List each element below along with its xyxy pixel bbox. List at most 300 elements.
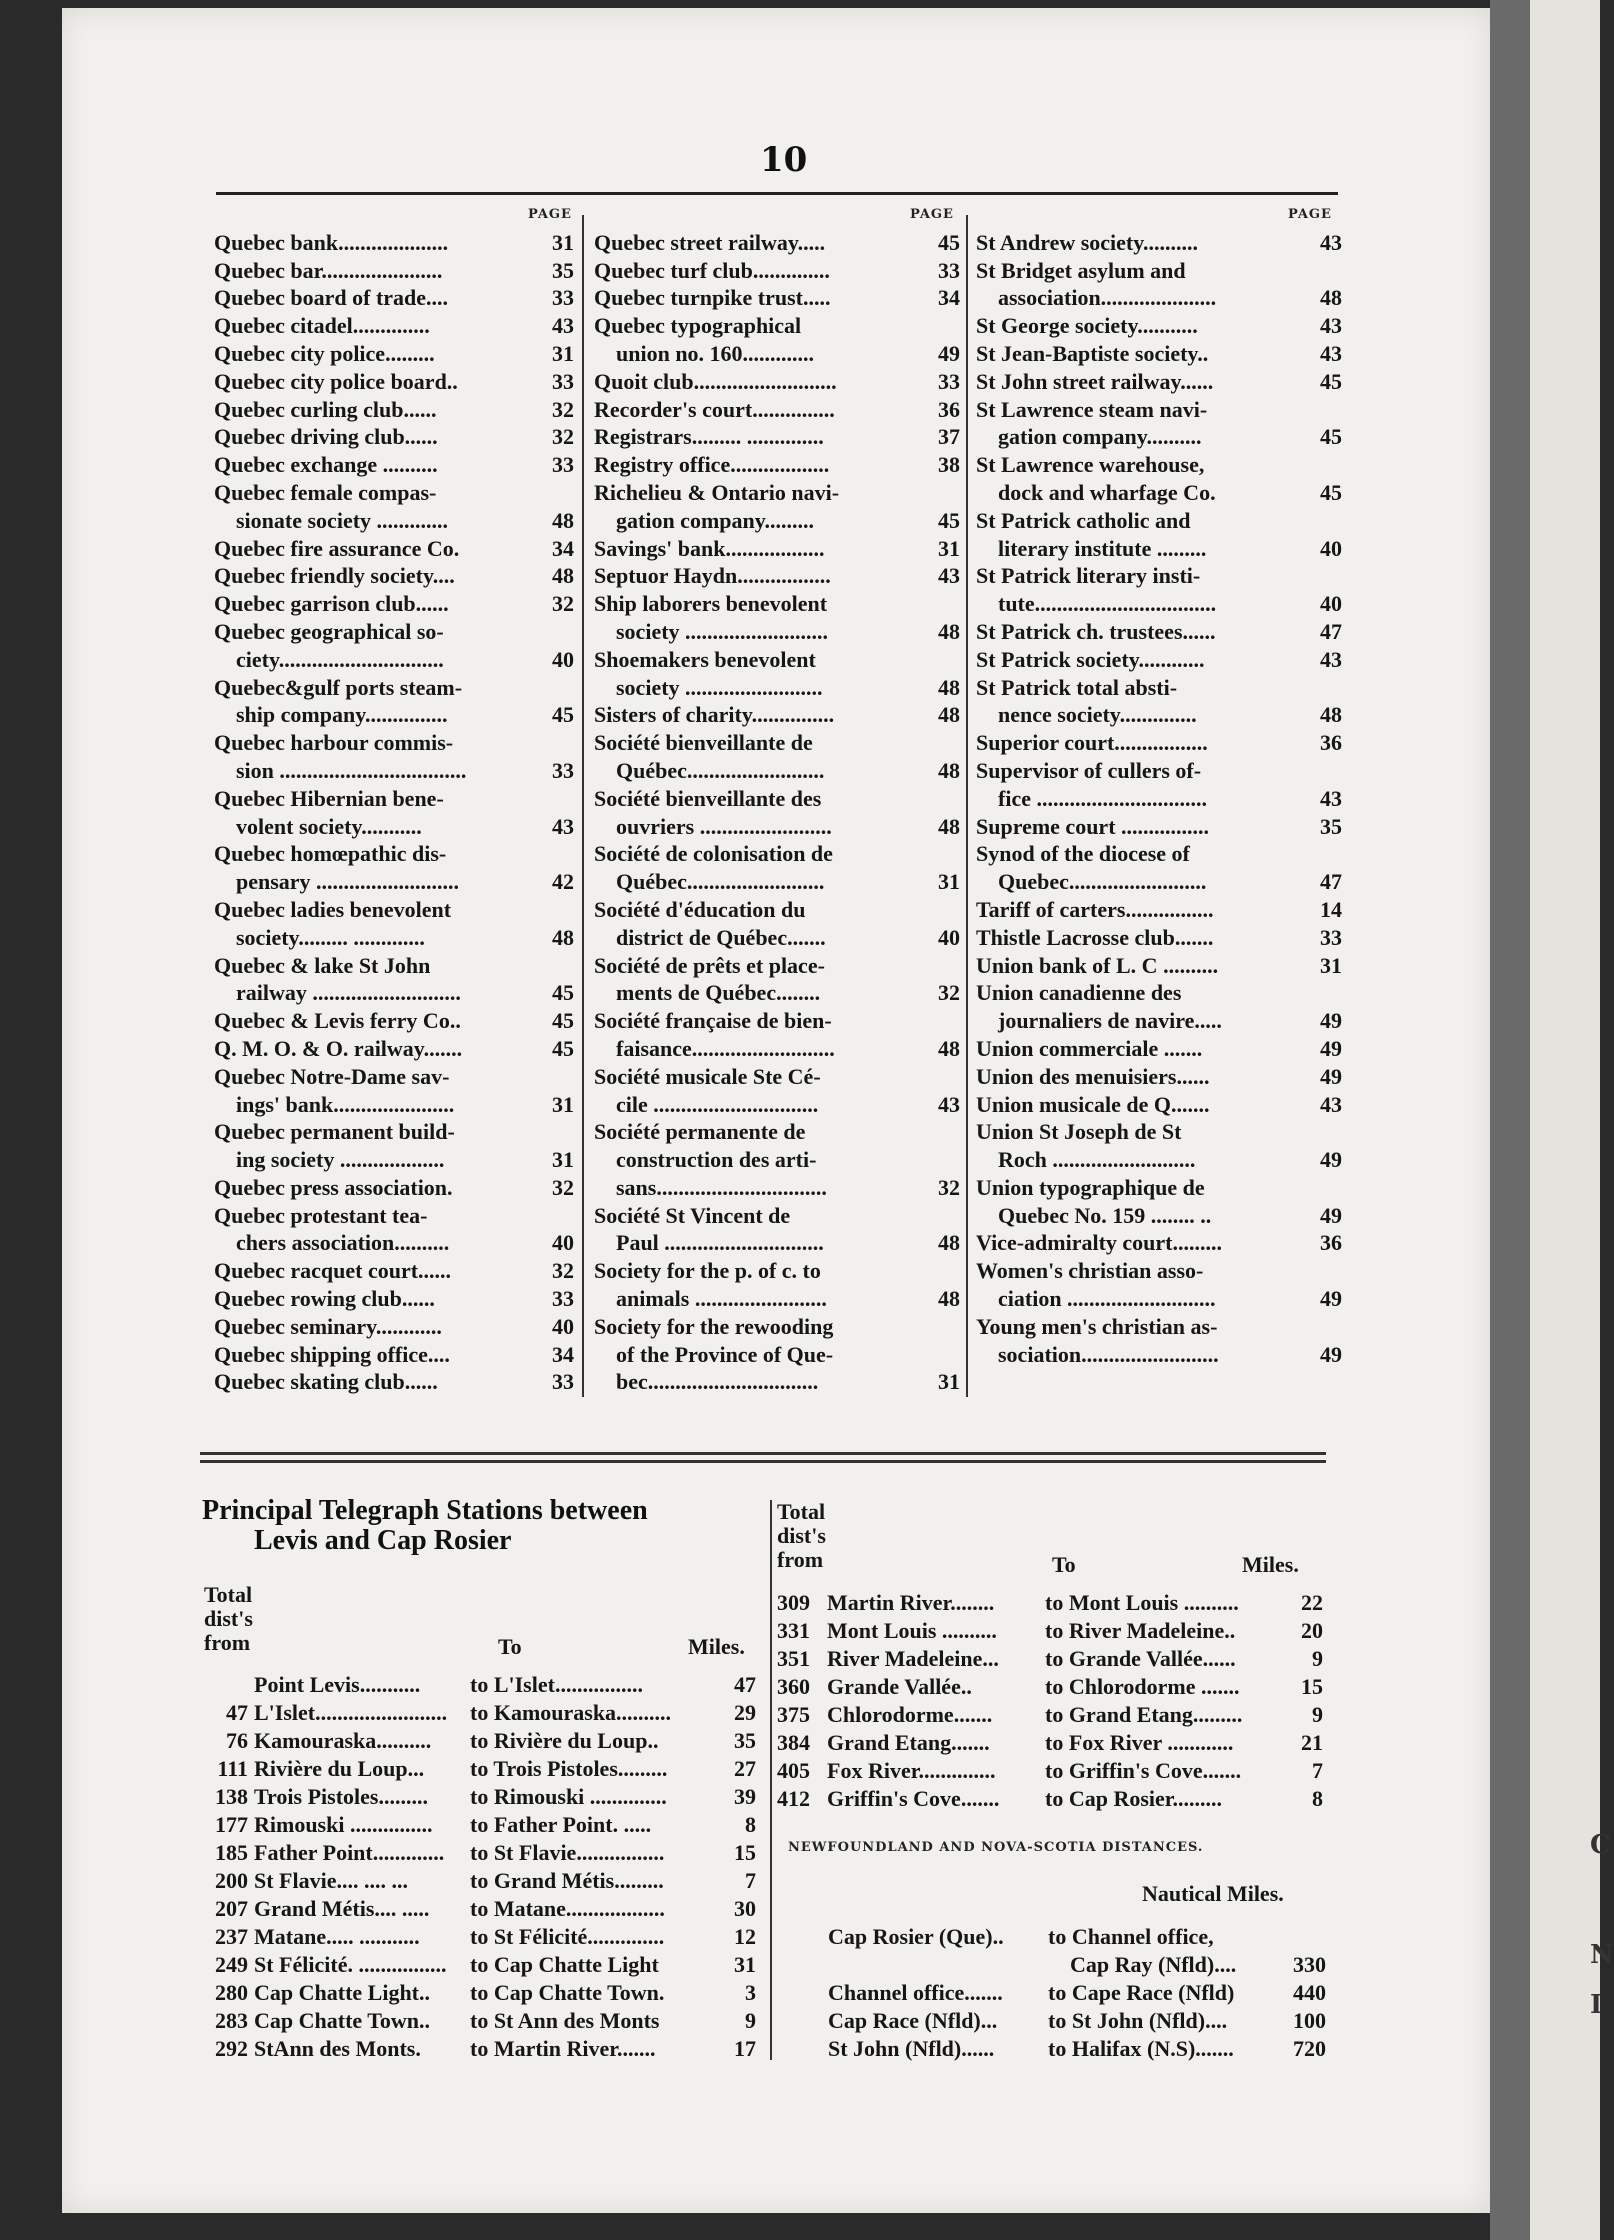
telegraph-row-miles: 12 [734,1924,756,1949]
index-entry-text: Société française de bien- [594,1008,832,1034]
telegraph-row-to: to St Flavie................ [470,1840,665,1865]
index-entry-text: dock and wharfage Co. [998,479,1216,505]
index-entry-text: Quebec skating club...... [214,1369,438,1395]
index-entry [976,728,1342,756]
index-entry [594,1340,960,1368]
index-entry-text: Quebec protestant tea- [214,1202,428,1228]
index-entry-text: Society for the p. of c. to [594,1258,821,1284]
index-entry [214,311,574,339]
index-entry-text: Supervisor of cullers of- [976,757,1202,783]
index-entry-text: Quebec citadel.............. [214,313,430,339]
index-entry-text: Union typographique de [976,1174,1205,1200]
index-entry [976,1201,1342,1229]
index-entry [976,339,1342,367]
index-entry-text: St Patrick total absti- [976,674,1178,700]
page-label-col1: PAGE [528,207,572,222]
telegraph-title-line2: Levis and Cap Rosier [254,1525,512,1556]
index-entry [594,478,960,506]
telegraph-row-from: Matane..... ........... [254,1924,420,1949]
index-entry-text: St Lawrence steam navi- [976,396,1208,422]
index-entry [214,923,574,951]
index-entry-text: Quebec ladies benevolent [214,896,452,922]
index-entry-text: chers association.......... [236,1230,450,1256]
index-entry-page: 49 [1320,1341,1342,1367]
telegraph-column-divider [770,1500,772,2060]
index-entry [976,951,1342,979]
section-double-rule-bottom [200,1460,1326,1463]
index-entry [594,1118,960,1146]
telegraph-row-miles: 31 [734,1952,756,1977]
telegraph-row-to: to L'Islet................ [470,1672,643,1697]
index-entry-text: Union commerciale ....... [976,1035,1203,1061]
telegraph-row-from: Grande Vallée.. [827,1674,972,1699]
telegraph-row [196,1784,760,1812]
nautical-row-miles: 330 [1293,1952,1326,1977]
index-entry-text: Quebec bank.................... [214,229,449,255]
index-entry-page: 32 [552,591,574,617]
telegraph-row-from: Cap Chatte Town.. [254,2008,431,2033]
index-entry [976,1173,1342,1201]
index-entry-page: 37 [938,424,960,450]
telegraph-row-from: Rivière du Loup... [254,1756,425,1781]
index-entry-text: Registry office.................. [594,452,830,478]
telegraph-row-miles: 8 [1312,1786,1323,1811]
index-entry [976,1145,1342,1173]
telegraph-row-from: Father Point............. [254,1840,445,1865]
index-entry-page: 32 [938,1174,960,1200]
index-entry-text: St Jean-Baptiste society.. [976,340,1209,366]
index-entry [976,645,1342,673]
index-entry-page: 32 [552,1174,574,1200]
index-entry-page: 34 [938,285,960,311]
index-entry-page: 31 [552,1091,574,1117]
telegraph-row [196,2008,760,2036]
telegraph-row-to: to Matane.................. [470,1896,665,1921]
index-entry [214,1284,574,1312]
telegraph-row-to: to Father Point. ..... [470,1812,652,1837]
index-entry [594,756,960,784]
telegraph-row-distance: 375 [777,1702,810,1727]
index-entry-text: gation company......... [616,507,815,533]
index-entry-page: 45 [938,229,960,255]
index-entry-text: Quebec female compas- [214,479,437,505]
left-to-label: To [498,1634,522,1659]
index-entry [594,311,960,339]
telegraph-row-to: to Chlorodorme ....... [1045,1674,1240,1699]
index-entry [214,339,574,367]
telegraph-row-to: to St Ann des Monts [470,2008,660,2033]
index-entry-text: ments de Québec........ [616,980,821,1006]
index-entry-text: Synod of the diocese of [976,841,1190,867]
index-entry [594,1201,960,1229]
index-entry [214,1201,574,1229]
section-double-rule-top [200,1452,1326,1455]
index-entry-text: Quebec board of trade.... [214,285,449,311]
telegraph-row [196,1896,760,1924]
telegraph-row-from: Mont Louis .......... [827,1618,997,1643]
index-entry-page: 31 [938,1369,960,1395]
telegraph-title [202,1496,648,1556]
index-entry [594,1090,960,1118]
index-entry [976,311,1342,339]
nautical-row [828,2036,1328,2064]
index-entry [976,284,1342,312]
index-entry-text: Quebec press association. [214,1174,453,1200]
index-entry [594,979,960,1007]
telegraph-row-to: to Trois Pistoles......... [470,1756,668,1781]
telegraph-row [196,1840,760,1868]
index-entry-text: Women's christian asso- [976,1258,1204,1284]
edge-fragment: C [1590,1830,1611,1860]
telegraph-row [777,1758,1325,1786]
index-entry [976,867,1342,895]
telegraph-row-from: St Félicité. ................ [254,1952,447,1977]
index-entry-text: Union des menuisiers...... [976,1063,1210,1089]
index-entry [976,756,1342,784]
index-entry-text: bec............................... [616,1369,819,1395]
index-entry-text: Quebec permanent build- [214,1119,455,1145]
index-entry-page: 45 [938,507,960,533]
index-entry-page: 33 [552,1369,574,1395]
index-entry-text: Société permanente de [594,1119,806,1145]
index-entry-page: 31 [938,535,960,561]
index-entry-text: ouvriers ........................ [616,813,832,839]
index-entry-page: 48 [552,924,574,950]
index-entry [214,1368,574,1396]
index-entry-text: Quebec geographical so- [214,618,444,644]
telegraph-row-distance: 331 [777,1618,810,1643]
index-entry-page: 33 [552,1286,574,1312]
nautical-units-label: Nautical Miles. [1142,1881,1284,1906]
index-entry-text: Union musicale de Q....... [976,1091,1210,1117]
telegraph-row-from: Grand Etang....... [827,1730,990,1755]
index-entry [976,228,1342,256]
index-entry-page: 48 [938,618,960,644]
telegraph-row-distance: 309 [777,1590,810,1615]
index-entry-text: St Andrew society.......... [976,229,1199,255]
index-entry-text: St Patrick society............ [976,646,1205,672]
index-entry-page: 48 [938,1035,960,1061]
index-entry-page: 40 [1320,591,1342,617]
index-entry [594,589,960,617]
telegraph-row [196,1672,760,1700]
index-entry [214,1090,574,1118]
index-entry [594,645,960,673]
index-entry-text: Roch .......................... [998,1147,1196,1173]
page-gutter-shadow [1490,0,1530,2240]
index-entry-page: 43 [1320,229,1342,255]
index-entry-page: 48 [938,702,960,728]
index-entry [976,478,1342,506]
nautical-row [828,1980,1328,2008]
telegraph-row-miles: 21 [1301,1730,1323,1755]
telegraph-row-distance: 384 [777,1730,810,1755]
index-entry-text: Union St Joseph de St [976,1119,1182,1145]
index-entry [214,840,574,868]
telegraph-row [777,1590,1325,1618]
index-entry-text: district de Québec....... [616,924,826,950]
index-entry-page: 33 [938,257,960,283]
index-entry-text: journaliers de navire..... [998,1008,1222,1034]
index-entry-page: 40 [552,1313,574,1339]
telegraph-row-distance: 138 [215,1784,248,1809]
index-entry [214,423,574,451]
index-entry [214,228,574,256]
telegraph-row [196,1756,760,1784]
index-entry [976,1034,1342,1062]
telegraph-row [777,1646,1325,1674]
index-entry-page: 14 [1320,896,1342,922]
index-entry-page: 31 [552,229,574,255]
telegraph-row [777,1786,1325,1814]
telegraph-row-from: Griffin's Cove....... [827,1786,1000,1811]
index-entry [976,256,1342,284]
index-entry-page: 48 [1320,285,1342,311]
index-entry [976,812,1342,840]
telegraph-row [777,1674,1325,1702]
index-entry [594,228,960,256]
index-entry [594,895,960,923]
index-entry [214,784,574,812]
telegraph-row-miles: 30 [734,1896,756,1921]
index-entry [594,1256,960,1284]
index-entry [594,812,960,840]
index-entry-text: St Bridget asylum and [976,257,1186,283]
index-entry [214,506,574,534]
telegraph-row-to: to Grand Etang......... [1045,1702,1243,1727]
index-entry [214,673,574,701]
index-entry-page: 43 [1320,1091,1342,1117]
telegraph-row-distance: 185 [215,1840,248,1865]
index-entry [594,1173,960,1201]
telegraph-row [777,1730,1325,1758]
index-entry [594,728,960,756]
index-entry-text: Superior court................. [976,730,1208,756]
index-column-3 [976,228,1342,1368]
index-entry-page: 36 [1320,730,1342,756]
index-entry-text: railway ........................... [236,980,461,1006]
index-entry [594,701,960,729]
index-entry [214,562,574,590]
index-entry [594,256,960,284]
index-entry-page: 34 [552,535,574,561]
index-entry-page: 33 [938,368,960,394]
index-entry-page: 48 [552,507,574,533]
index-entry-text: Société St Vincent de [594,1202,791,1228]
telegraph-row-miles: 8 [745,1812,756,1837]
index-entry-text: fice ............................... [998,785,1207,811]
index-entry-text: ciety.............................. [236,646,444,672]
index-entry-page: 45 [1320,424,1342,450]
index-entry-text: Quebec Notre-Dame sav- [214,1063,450,1089]
nautical-row-to: Cap Ray (Nfld).... [1070,1952,1237,1977]
index-entry-page: 32 [552,396,574,422]
index-entry-page: 48 [938,1286,960,1312]
index-entry-page: 43 [552,813,574,839]
index-entry [594,1006,960,1034]
telegraph-row-to: to Cap Chatte Light [470,1952,659,1977]
index-entry [976,840,1342,868]
index-entry [976,1284,1342,1312]
index-entry [976,673,1342,701]
telegraph-row-distance: 412 [777,1786,810,1811]
header-rule [216,192,1338,195]
nautical-row [828,1924,1328,1952]
index-column-1 [214,228,574,1395]
telegraph-row-distance: 200 [215,1868,248,1893]
telegraph-row [777,1618,1325,1646]
index-entry-text: Registrars......... .............. [594,424,824,450]
index-entry-text: Quebec harbour commis- [214,730,454,756]
index-entry-text: sociation......................... [998,1341,1219,1367]
telegraph-row-from: Grand Métis.... ..... [254,1896,430,1921]
index-entry-text: Quebec typographical [594,313,802,339]
index-entry-text: St John street railway...... [976,368,1214,394]
telegraph-row-distance: 280 [215,1980,248,2005]
index-entry-page: 43 [1320,646,1342,672]
index-entry-text: pensary .......................... [236,869,460,895]
index-entry-text: literary institute ......... [998,535,1207,561]
telegraph-row-to: to Cap Rosier......... [1045,1786,1223,1811]
telegraph-row-to: to Grande Vallée...... [1045,1646,1236,1671]
index-entry-text: St Lawrence warehouse, [976,452,1205,478]
nautical-row-miles: 100 [1293,2008,1326,2033]
telegraph-row [196,1924,760,1952]
index-entry-text: animals ........................ [616,1286,827,1312]
nautical-row-from: St John (Nfld)...... [828,2036,995,2061]
index-entry [594,395,960,423]
page-number: 10 [760,140,808,180]
index-entry-page: 48 [938,674,960,700]
index-entry-text: Quebec curling club...... [214,396,437,422]
index-entry-page: 47 [1320,618,1342,644]
index-entry-text: St George society........... [976,313,1198,339]
telegraph-row-from: L'Islet........................ [254,1700,448,1725]
telegraph-row-to: to Rimouski .............. [470,1784,667,1809]
index-entry [214,1229,574,1257]
nautical-row-to: to Cape Race (Nfld) [1048,1980,1235,2005]
right-miles-label: Miles. [1242,1552,1299,1577]
column-divider-2 [966,215,968,1397]
index-entry-text: St Patrick catholic and [976,507,1191,533]
index-entry [976,450,1342,478]
telegraph-row-miles: 47 [734,1672,756,1697]
index-entry-text: Quebec Hibernian bene- [214,785,444,811]
telegraph-row-miles: 22 [1301,1590,1323,1615]
index-entry-page: 49 [1320,1286,1342,1312]
nautical-row-to: to Halifax (N.S)....... [1048,2036,1234,2061]
index-entry [976,506,1342,534]
index-entry [214,284,574,312]
index-entry [594,784,960,812]
index-entry-text: faisance.......................... [616,1035,835,1061]
index-entry-text: ship company............... [236,702,448,728]
telegraph-row-miles: 39 [734,1784,756,1809]
index-entry [594,1062,960,1090]
index-entry [976,979,1342,1007]
index-entry-text: Quoit club.......................... [594,368,837,394]
index-entry-text: Quebec turnpike trust..... [594,285,831,311]
index-entry-page: 45 [552,702,574,728]
index-entry [976,895,1342,923]
telegraph-row-from: Martin River........ [827,1590,995,1615]
telegraph-row-distance: 292 [215,2036,248,2061]
index-entry-text: Quebec driving club...... [214,424,438,450]
index-entry-text: Quebec No. 159 ........ .. [998,1202,1212,1228]
index-entry-page: 43 [938,1091,960,1117]
telegraph-row [196,1952,760,1980]
index-entry-page: 38 [938,452,960,478]
index-entry [594,951,960,979]
edge-fragment: I [1590,1990,1603,2020]
index-entry-text: Quebec fire assurance Co. [214,535,460,561]
telegraph-row-to: to Rivière du Loup.. [470,1728,659,1753]
index-entry-text: Q. M. O. & O. railway....... [214,1035,463,1061]
index-entry [976,1229,1342,1257]
telegraph-row-miles: 9 [745,2008,756,2033]
telegraph-row-from: Rimouski ............... [254,1812,433,1837]
index-entry [214,1256,574,1284]
telegraph-row-from: River Madeleine... [827,1646,999,1671]
index-entry-text: Quebec & lake St John [214,952,431,978]
index-entry [594,1229,960,1257]
adjacent-page-edge [1530,0,1603,2240]
index-entry-page: 31 [552,340,574,366]
index-entry [976,1340,1342,1368]
index-entry-text: Quebec racquet court...... [214,1258,452,1284]
index-entry [594,339,960,367]
index-entry [214,895,574,923]
index-entry-page: 45 [552,1008,574,1034]
telegraph-row [196,1728,760,1756]
index-entry-text: Vice-admiralty court......... [976,1230,1223,1256]
nautical-row-from: Channel office....... [828,1980,1003,2005]
index-entry [214,728,574,756]
telegraph-row-distance: 351 [777,1646,810,1671]
index-entry [594,840,960,868]
index-entry-page: 48 [552,563,574,589]
index-entry-text: Quebec turf club.............. [594,257,830,283]
index-entry-text: society ......................... [616,674,823,700]
telegraph-row-miles: 35 [734,1728,756,1753]
index-entry-page: 43 [552,313,574,339]
index-entry-page: 48 [938,813,960,839]
index-entry-text: union no. 160............. [616,340,815,366]
index-entry-page: 34 [552,1341,574,1367]
index-entry-text: association..................... [998,285,1217,311]
index-entry [214,1062,574,1090]
index-entry-text: Savings' bank.................. [594,535,825,561]
index-entry-text: Sisters of charity............... [594,702,835,728]
index-entry [214,450,574,478]
index-entry-page: 31 [552,1147,574,1173]
index-entry-page: 49 [1320,1063,1342,1089]
index-entry-page: 40 [552,646,574,672]
index-entry-page: 48 [938,1230,960,1256]
telegraph-row-miles: 20 [1301,1618,1323,1643]
index-entry-page: 45 [552,980,574,1006]
telegraph-row [196,2036,760,2064]
telegraph-row-from: Point Levis........... [254,1672,421,1697]
index-entry-text: Paul ............................. [616,1230,824,1256]
index-entry-text: Quebec shipping office.... [214,1341,450,1367]
index-entry [214,756,574,784]
index-entry-text: Société de prêts et place- [594,952,825,978]
telegraph-row-distance: 207 [215,1896,248,1921]
telegraph-row-from: Trois Pistoles......... [254,1784,428,1809]
index-entry-text: Quebec city police......... [214,340,435,366]
index-entry-page: 47 [1320,869,1342,895]
